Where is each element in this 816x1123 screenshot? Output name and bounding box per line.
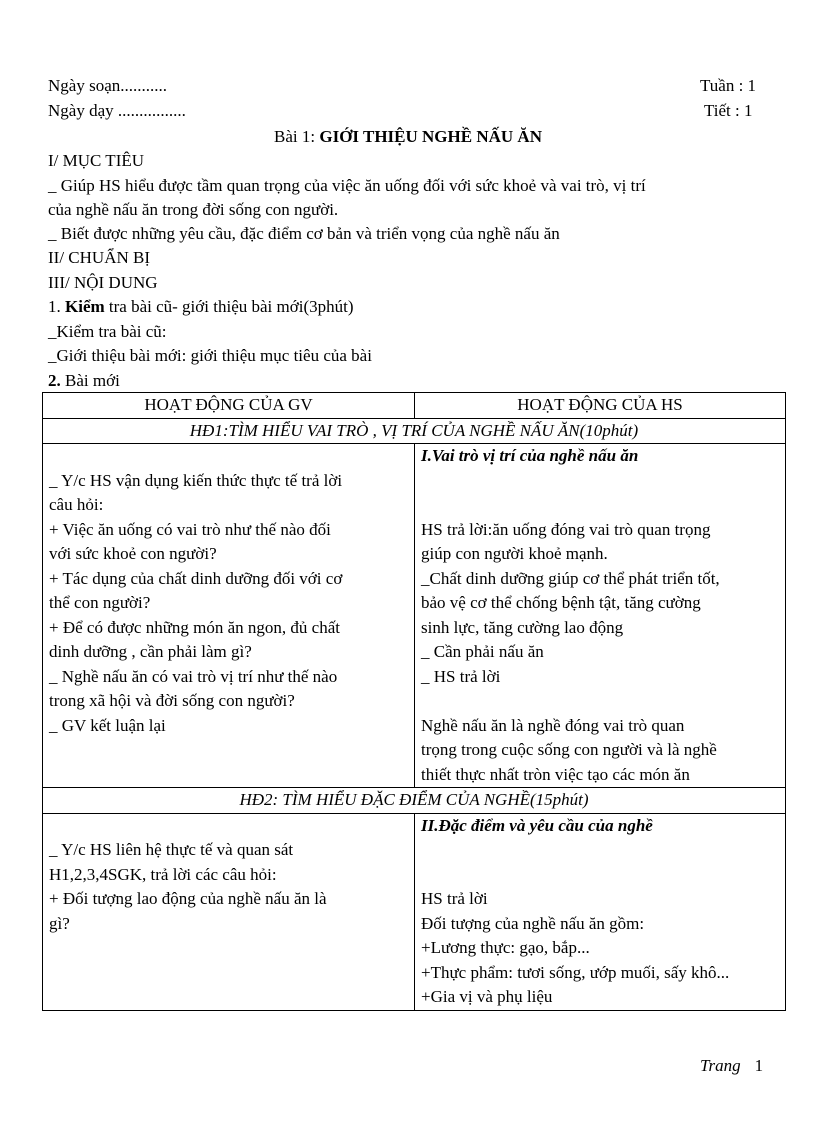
ngay-soan: Ngày soạn........... [48, 76, 167, 95]
noi-dung-1 [48, 295, 354, 319]
col-header-hs: HOẠT ĐỘNG CỦA HS [415, 393, 786, 419]
hd2-gv-line [49, 814, 408, 839]
hd2-gv-line: + Đối tượng lao động của nghề nấu ăn là [49, 889, 327, 908]
hd1-gv-cell [43, 444, 415, 788]
hd1-gv-line: _ Nghề nấu ăn có vai trò vị trí như thế nào [49, 666, 338, 686]
hd1-gv-line: thể con người? [49, 593, 151, 612]
table-header-row [43, 393, 786, 419]
hd2-hs-line [421, 863, 779, 888]
hd1-hs-line: trọng trong cuộc sống con người và là nghề [421, 740, 717, 759]
hd1-hs-line [421, 689, 779, 714]
hd2-hs-line: Đối tượng của nghề nấu ăn gồm: [421, 913, 645, 933]
noi-dung-1-bold: Kiểm [65, 297, 105, 316]
kiem-tra-bai-cu: _Kiểm tra bài cũ: [48, 322, 167, 341]
footer-label: Trang [700, 1056, 741, 1075]
hd2-gv-cell [43, 813, 415, 1010]
ngay-day: Ngày dạy ................ [48, 101, 186, 120]
heading-chuan-bi: II/ CHUẨN BỊ [48, 248, 150, 267]
hd1-gv-line: _ Y/c HS vận dụng kiến thức thực tế trả lời [49, 470, 343, 490]
hd1-gv-line: + Việc ăn uống có vai trò như thế nào đối [49, 519, 331, 539]
hd1-hs-heading: I.Vai trò vị trí của nghề nấu ăn [421, 446, 639, 465]
hd1-hs-line [421, 469, 779, 494]
hd2-gv-line: _ Y/c HS liên hệ thực tế và quan sát [49, 840, 294, 859]
noi-dung-1-rest: tra bài cũ- giới thiệu bài mới(3phút) [104, 297, 354, 316]
hd1-gv-line: trong xã hội và đời sống con người? [49, 691, 295, 710]
hd2-hs-line: +Gia vị và phụ liệu [421, 987, 553, 1006]
hd1-content-row [43, 444, 786, 788]
hd2-hs-line: +Lương thực: gạo, bắp... [421, 938, 590, 957]
hd1-hs-line [421, 493, 779, 518]
hd2-heading-row [43, 788, 786, 814]
hd1-gv-line: câu hỏi: [49, 495, 104, 514]
hd2-hs-line: HS trả lời [421, 889, 488, 908]
tiet: Tiết : 1 [704, 101, 753, 120]
hd1-hs-cell [415, 444, 786, 788]
hd2-hs-line: +Thực phẩm: tươi sống, ướp muối, sấy khô... [421, 962, 730, 982]
hd2-hs-cell [415, 813, 786, 1010]
hd2-hs-heading: II.Đặc điểm và yêu cầu của nghề [421, 815, 653, 835]
activity-table [42, 392, 786, 1011]
hd2-content-row [43, 813, 786, 1010]
bai-moi [48, 369, 120, 393]
gioi-thieu-bai-moi: _Giới thiệu bài mới: giới thiệu mục tiêu của bài [48, 346, 372, 365]
tuan: Tuần : 1 [700, 76, 757, 95]
hd1-gv-line: _ GV kết luận lại [49, 715, 166, 735]
hd1-hs-line: Nghề nấu ăn là nghề đóng vai trò quan [421, 715, 685, 735]
hd1-gv-line: + Để có được những món ăn ngon, đủ chất [49, 617, 341, 637]
hd1-hs-line: HS trả lời:ăn uống đóng vai trò quan trọng [421, 519, 711, 539]
hd1-hs-line: _ Cần phải nấu ăn [421, 642, 544, 661]
heading-noi-dung: III/ NỘI DUNG [48, 273, 158, 292]
hd2-heading: HĐ2: TÌM HIỂU ĐẶC ĐIỂM CỦA NGHỀ(15phút) [43, 788, 786, 814]
hd1-gv-line: + Tác dụng của chất dinh dưỡng đối với cơ [49, 568, 343, 588]
lesson-title-prefix: Bài 1: [274, 127, 320, 146]
noi-dung-1-num: 1. [48, 297, 65, 316]
muc-tieu-2: _ Biết được những yêu cầu, đặc điểm cơ bản và triển vọng của nghề nấu ăn [48, 224, 560, 243]
hd2-gv-line: gì? [49, 913, 70, 933]
hd1-hs-line: thiết thực nhất tròn việc tạo các món ăn [421, 764, 690, 784]
lesson-title-main: GIỚI THIỆU NGHỀ NẤU ĂN [319, 127, 542, 146]
hd1-hs-line: bảo vệ cơ thể chống bệnh tật, tăng cường [421, 593, 701, 612]
hd1-hs-line: _Chất dinh dưỡng giúp cơ thể phát triển tốt, [421, 568, 720, 588]
hd1-heading-row [43, 418, 786, 444]
page-number: 1 [754, 1056, 764, 1075]
muc-tieu-1b: của nghề nấu ăn trong đời sống con người. [48, 200, 339, 219]
hd2-hs-line [421, 838, 779, 863]
muc-tieu-1a: _ Giúp HS hiểu được tầm quan trọng của việc ăn uống đối với sức khoẻ và vai trò, vị trí [48, 176, 646, 195]
lesson-title [0, 125, 816, 149]
hd1-hs-line: giúp con người khoẻ mạnh. [421, 544, 608, 563]
bai-moi-num: 2. [48, 371, 65, 390]
hd1-gv-line: dinh dưỡng , cần phải làm gì? [49, 642, 252, 661]
col-header-gv: HOẠT ĐỘNG CỦA GV [43, 393, 415, 419]
hd1-heading: HĐ1:TÌM HIỂU VAI TRÒ , VỊ TRÍ CỦA NGHỀ NẤU ĂN(10phút) [43, 418, 786, 444]
heading-muc-tieu: I/ MỤC TIÊU [48, 151, 145, 170]
hd1-hs-line: sinh lực, tăng cường lao động [421, 617, 624, 637]
hd1-hs-line: _ HS trả lời [421, 666, 501, 686]
bai-moi-label: Bài mới [65, 371, 120, 390]
page-footer [700, 1054, 763, 1078]
hd2-gv-line: H1,2,3,4SGK, trả lời các câu hỏi: [49, 864, 277, 884]
hd1-gv-line: với sức khoẻ con người? [49, 544, 217, 563]
hd1-gv-line [49, 444, 408, 469]
